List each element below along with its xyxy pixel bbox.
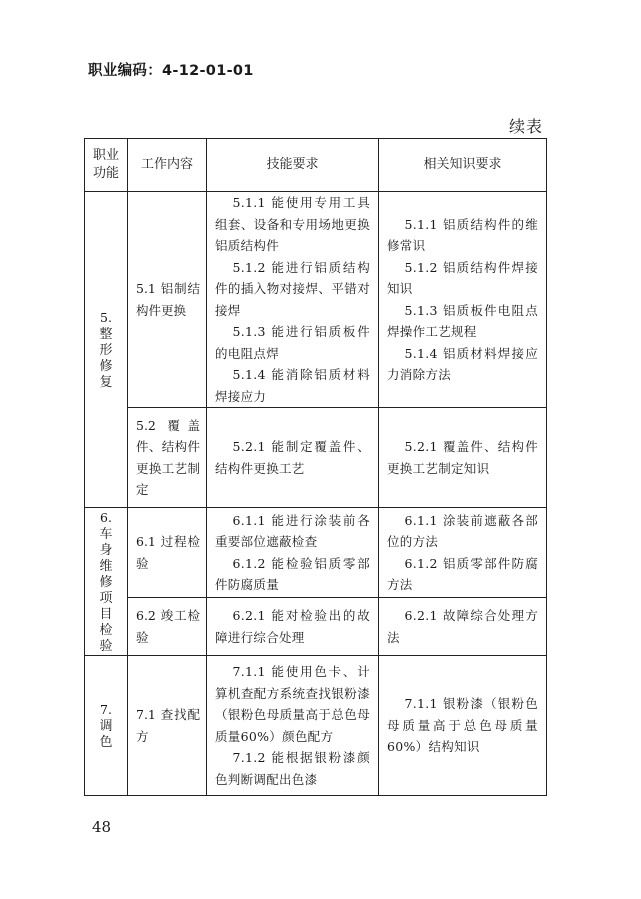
- skill-requirements-cell: [207, 408, 379, 508]
- table-row: [85, 598, 547, 656]
- table-row: [85, 408, 547, 508]
- col-header-function: [85, 139, 128, 192]
- occupation-code: 职业编码：4-12-01-01: [88, 63, 254, 79]
- work-content-text: 6.2 竣工检验: [136, 608, 200, 645]
- skill-item: 7.1.1 能使用色卡、计算机查配方系统查找银粉漆（银粉色母质量高于总色母质量60%）颜色配方: [215, 664, 370, 744]
- knowledge-item: 5.1.3 铝质板件电阻点焊操作工艺规程: [387, 302, 538, 339]
- skill-item: 5.1.3 能进行铝质板件的电阻点焊: [215, 324, 370, 361]
- function-name: 车身维修项目检验: [99, 526, 113, 654]
- skills-table: [84, 138, 547, 796]
- knowledge-item: 5.1.1 铝质结构件的维修常识: [387, 216, 538, 253]
- table-header-row: [85, 139, 547, 192]
- knowledge-requirements-cell: [379, 408, 547, 508]
- work-content-cell: [128, 508, 207, 598]
- continued-table-label: 续表: [508, 117, 543, 136]
- skill-item: 5.1.4 能消除铝质材料焊接应力: [215, 367, 370, 404]
- table-row: [85, 192, 547, 408]
- function-name: 整形修复: [99, 326, 113, 390]
- col-header-function-text: 职业功能: [92, 148, 119, 181]
- table-row: [85, 508, 547, 598]
- work-content-cell: [128, 656, 207, 796]
- skill-item: 5.1.2 能进行铝质结构件的插入物对接焊、平错对接焊: [215, 259, 370, 318]
- knowledge-requirements-cell: [379, 656, 547, 796]
- work-content-text: 6.1 过程检验: [136, 534, 200, 571]
- work-content-text: 5.1 铝制结构件更换: [136, 281, 200, 318]
- knowledge-item: 5.2.1 覆盖件、结构件更换工艺制定知识: [387, 439, 538, 476]
- skill-item: 6.1.2 能检验铝质零部件防腐质量: [215, 555, 370, 592]
- knowledge-item: 7.1.1 银粉漆（银粉色母质量高于总色母质量60%）结构知识: [387, 696, 538, 755]
- function-cell: [85, 192, 128, 508]
- skill-requirements-cell: [207, 508, 379, 598]
- skill-item: 6.1.1 能进行涂装前各重要部位遮蔽检查: [215, 512, 370, 549]
- table-row: [85, 656, 547, 796]
- work-content-cell: [128, 598, 207, 656]
- function-number: 5.: [100, 309, 112, 325]
- function-number: 6.: [100, 509, 112, 525]
- page-number: 48: [92, 818, 112, 836]
- knowledge-requirements-cell: [379, 508, 547, 598]
- function-number: 7.: [100, 701, 112, 717]
- skill-item: 5.1.1 能使用专用工具组套、设备和专用场地更换铝质结构件: [215, 195, 370, 253]
- work-content-cell: [128, 408, 207, 508]
- skill-item: 7.1.2 能根据银粉漆颜色判断调配出色漆: [215, 750, 370, 787]
- knowledge-item: 6.1.1 涂装前遮蔽各部位的方法: [387, 512, 538, 549]
- knowledge-requirements-cell: [379, 192, 547, 408]
- skill-requirements-cell: [207, 192, 379, 408]
- skill-requirements-cell: [207, 656, 379, 796]
- knowledge-item: 6.1.2 铝质零部件防腐方法: [387, 555, 538, 592]
- knowledge-item: 5.1.4 铝质材料焊接应力消除方法: [387, 345, 538, 382]
- work-content-cell: [128, 192, 207, 408]
- knowledge-item: 5.1.2 铝质结构件焊接知识: [387, 259, 538, 296]
- col-header-work: 工作内容: [128, 139, 207, 192]
- skill-item: 6.2.1 能对检验出的故障进行综合处理: [215, 608, 370, 645]
- function-name: 调色: [99, 718, 113, 750]
- skill-item: 5.2.1 能制定覆盖件、结构件更换工艺: [215, 439, 370, 476]
- knowledge-item: 6.2.1 故障综合处理方法: [387, 608, 538, 645]
- work-content-text: 7.1 查找配方: [136, 707, 200, 744]
- col-header-knowledge: 相关知识要求: [379, 139, 547, 192]
- work-content-text: 5.2 覆盖件、结构件更换工艺制定: [136, 417, 200, 497]
- function-cell: [85, 508, 128, 656]
- col-header-skills: 技能要求: [207, 139, 379, 192]
- function-cell: [85, 656, 128, 796]
- skill-requirements-cell: [207, 598, 379, 656]
- knowledge-requirements-cell: [379, 598, 547, 656]
